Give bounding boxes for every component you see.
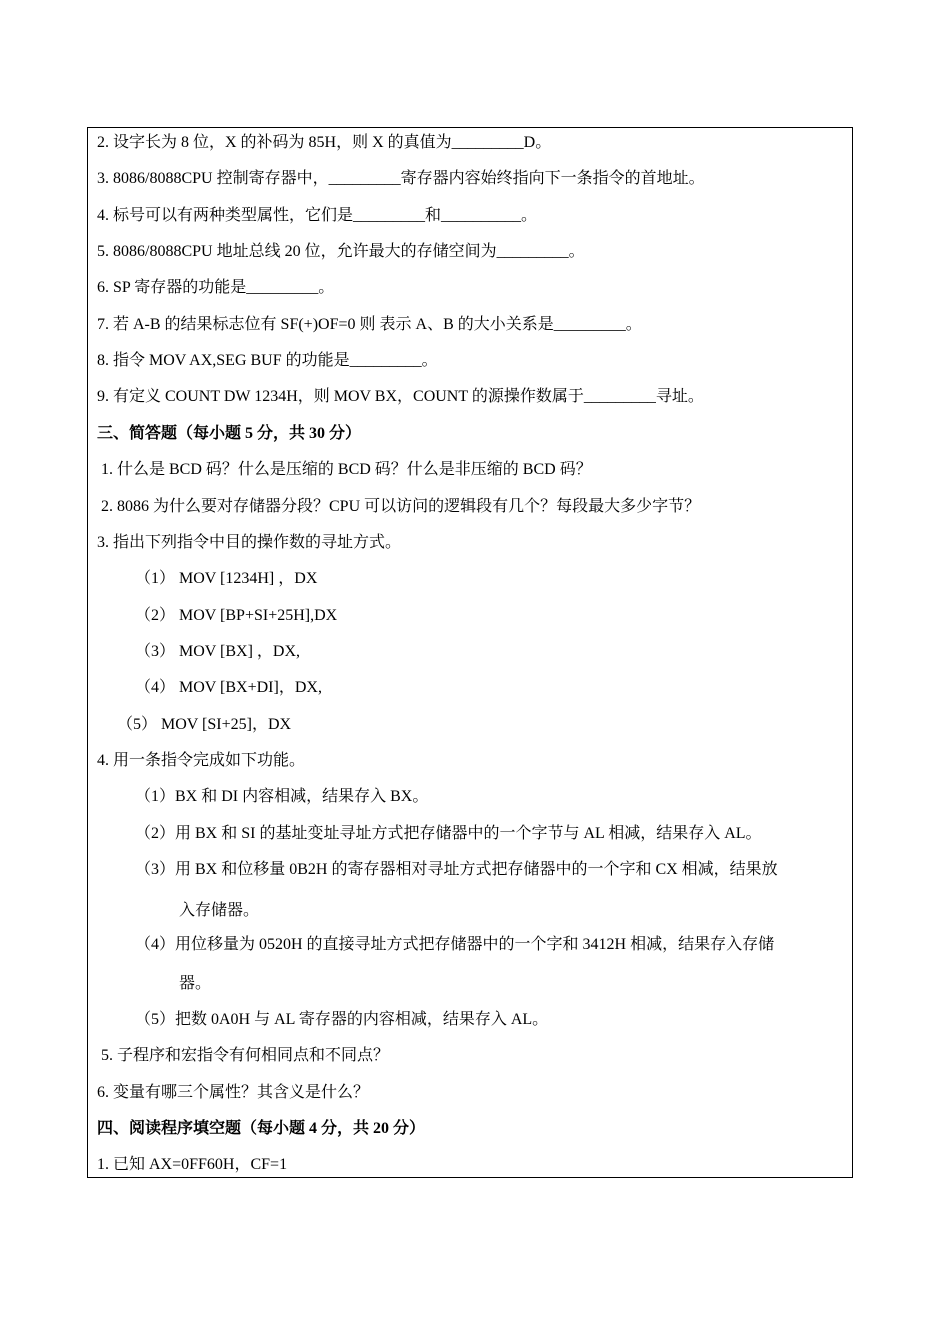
- sub-item-4-3: （3）用 BX 和位移量 0B2H 的寄存器相对寻址方式把存储器中的一个字和 CX 相减，结果放: [135, 861, 778, 878]
- sub-item-3-4: （4） MOV [BX+DI]，DX,: [135, 679, 322, 696]
- sub-item-3-2: （2） MOV [BP+SI+25H],DX: [135, 607, 338, 624]
- short-question-4: 4. 用一条指令完成如下功能。: [97, 752, 306, 769]
- fill-question-3: 3. 8086/8088CPU 控制寄存器中，_________寄存器内容始终指向下一条指令的首地址。: [97, 170, 705, 187]
- sub-item-4-1: （1）BX 和 DI 内容相减，结果存入 BX。: [135, 788, 429, 805]
- fill-question-2: 2. 设字长为 8 位，X 的补码为 85H，则 X 的真值为_________D。: [97, 134, 552, 151]
- section-heading-short-answer: 三、简答题（每小题 5 分，共 30 分）: [97, 425, 362, 442]
- read-question-1: 1. 已知 AX=0FF60H，CF=1: [97, 1156, 288, 1173]
- sub-item-4-4-continued: 器。: [179, 975, 212, 992]
- short-question-6: 6. 变量有哪三个属性？其含义是什么？: [97, 1084, 370, 1101]
- sub-item-4-2: （2）用 BX 和 SI 的基址变址寻址方式把存储器中的一个字节与 AL 相减，结果存入 AL。: [135, 825, 762, 842]
- short-question-5: 5. 子程序和宏指令有何相同点和不同点？: [101, 1047, 390, 1064]
- document-frame: [87, 127, 853, 1178]
- fill-question-4: 4. 标号可以有两种类型属性，它们是_________和__________。: [97, 207, 538, 224]
- fill-question-6: 6. SP 寄存器的功能是_________。: [97, 279, 335, 296]
- fill-question-8: 8. 指令 MOV AX,SEG BUF 的功能是_________。: [97, 352, 438, 369]
- sub-item-3-1: （1） MOV [1234H] ，DX: [135, 570, 318, 587]
- short-question-3: 3. 指出下列指令中目的操作数的寻址方式。: [97, 534, 402, 551]
- sub-item-3-5: （5） MOV [SI+25]，DX: [117, 716, 292, 733]
- sub-item-4-4: （4）用位移量为 0520H 的直接寻址方式把存储器中的一个字和 3412H 相减，结果存入存储: [135, 936, 775, 953]
- fill-question-9: 9. 有定义 COUNT DW 1234H，则 MOV BX，COUNT 的源操作数属于_________寻址。: [97, 388, 704, 405]
- short-question-1: 1. 什么是 BCD 码？什么是压缩的 BCD 码？什么是非压缩的 BCD 码？: [101, 461, 592, 478]
- section-heading-read-program: 四、阅读程序填空题（每小题 4 分，共 20 分）: [97, 1120, 426, 1137]
- sub-item-4-5: （5）把数 0A0H 与 AL 寄存器的内容相减，结果存入 AL。: [135, 1011, 549, 1028]
- short-question-2: 2. 8086 为什么要对存储器分段？CPU 可以访问的逻辑段有几个？每段最大多少字节？: [101, 498, 701, 515]
- sub-item-4-3-continued: 入存储器。: [179, 902, 260, 919]
- sub-item-3-3: （3） MOV [BX] ，DX,: [135, 643, 301, 660]
- fill-question-7: 7. 若 A-B 的结果标志位有 SF(+)OF=0 则 表示 A、B 的大小关系是_________。: [97, 316, 642, 333]
- fill-question-5: 5. 8086/8088CPU 地址总线 20 位，允许最大的存储空间为_________。: [97, 243, 585, 260]
